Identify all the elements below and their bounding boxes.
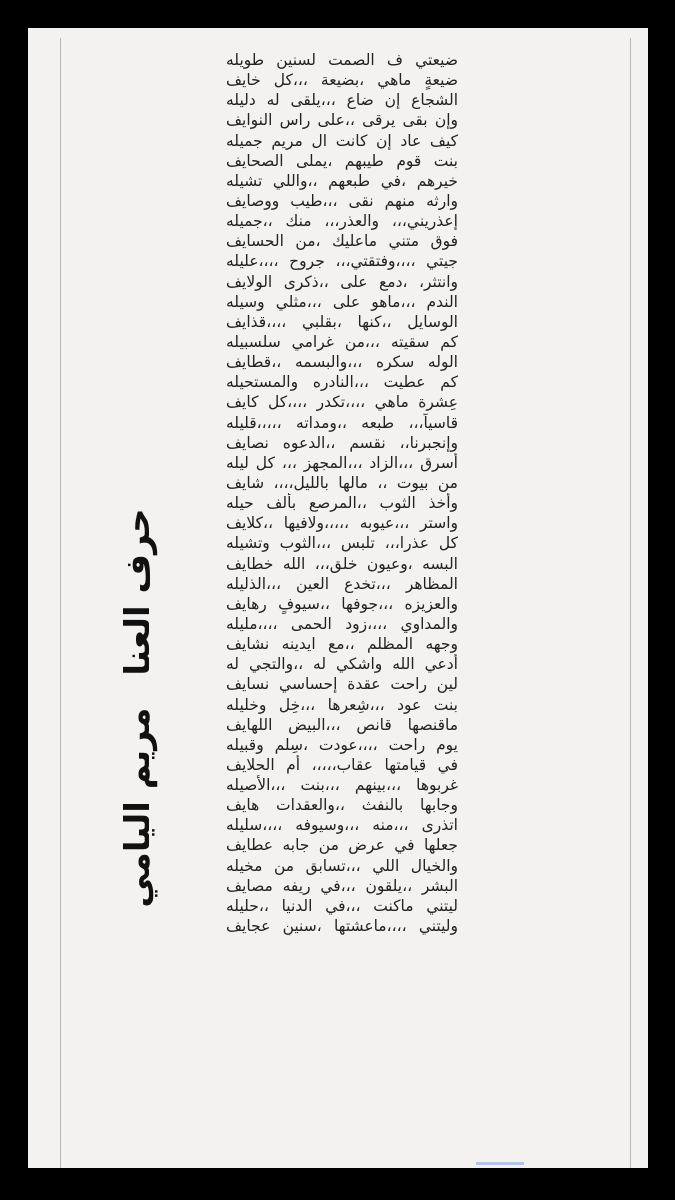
- poem-line: كل عذرا،،، تلبس ،،،الثوب وتشيله: [226, 534, 458, 553]
- bottom-color-strip: [476, 1162, 524, 1165]
- poem-line: ليتني ماكنت ،،،في الدنيا ،،حليله: [226, 896, 458, 915]
- poem-line: خيرهم ،في طبعهم ،،واللي تشيله: [226, 171, 458, 190]
- poem-line: أسرق ،،،الزاد ،،،المجهز ،،، كل ليله: [226, 453, 458, 472]
- poem-line: من بيوت ،، مالها بالليل،،،، شايف: [226, 473, 458, 492]
- poem-line: والعزيزه ،،،جوفها ،،سيوفٍ رهايف: [226, 594, 458, 613]
- poem-line: يوم راحت ،،،،عودت ،سِلم وقبيله: [226, 735, 458, 754]
- poem-line: وارثه منهم نقى ،،،طيب ووصايف: [226, 191, 458, 210]
- newspaper-page: [28, 28, 648, 1168]
- poem-line: المظاهر ،،،تخدع العين ،،،الذليله: [226, 574, 458, 593]
- poem-line: وأخذ الثوب ،،المرصع بألف حيله: [226, 494, 458, 513]
- poem-line: اتذرى ،،،منه ،،،وسيوفه ،،،،سليله: [226, 816, 458, 835]
- poem-line: وجابها بالنفث ،،والعقدات هايف: [226, 796, 458, 815]
- poem-line: جعلها في عرض من جابه عطايف: [226, 836, 458, 855]
- poem-line: ماقنصها قانص ،،،البيض اللهايف: [226, 715, 458, 734]
- poem-line: وانتثر، ،دمع على ،،ذكرى الولايف: [226, 272, 458, 291]
- poem-line: في قيامتها عقاب،،،،، أم الحلايف: [226, 755, 458, 774]
- title-part-1: حرف العنا: [118, 508, 158, 676]
- poem-line: الشجاع إن ضاع ،،،يلقى له دليله: [226, 91, 458, 110]
- poem-line: جيتي ،،،،وفتقتي،،، جروح ،،،،عليله: [226, 252, 458, 271]
- poem-line: قاسياً،،، طبعه ،،ومداته ،،،،،قليله: [226, 413, 458, 432]
- poem-line: والمداوي ،،،،زود الحمى ،،،،مليله: [226, 614, 458, 633]
- poem-line: عِشرة ماهي ،،،،تكدر ،،،،كل كايف: [226, 393, 458, 412]
- poem-line: كيف عاد إن كانت ال مريم جميله: [226, 131, 458, 150]
- poem-line: وإنجبرنا،، نقسم ،،الدعوه نصايف: [226, 433, 458, 452]
- poem-line: الوله سكره ،،،والبسمه ،،قطايف: [226, 353, 458, 372]
- poem-line: كم سقيته ،،،من غرامي سلسبيله: [226, 332, 458, 351]
- poem-line: كم عطيت ،،،النادره والمستحيله: [226, 373, 458, 392]
- poem-line: البسه ،وعيون خلق،،، الله خطايف: [226, 554, 458, 573]
- poem-line: غربوها ،،،بينهم ،،،بنت ،،،الأصيله: [226, 776, 458, 795]
- poem-line: الوسايل ،،كنها ،بقلبي ،،،،قذايف: [226, 312, 458, 331]
- poem-column: [226, 50, 458, 936]
- poem-line: وجهه المظلم ،،مع ايدينه نشايف: [226, 635, 458, 654]
- left-column-rule: [60, 38, 61, 1168]
- poem-line: بنت قوم طيبهم ،يملى الصحايف: [226, 151, 458, 170]
- poem-line: الندم ،،،ماهو على ،،،مثلي وسيله: [226, 292, 458, 311]
- vertical-title: [118, 508, 158, 907]
- poem-line: ضيعتي ف الصمت لسنين طويله: [226, 51, 458, 69]
- poem-line: أدعي الله واشكي له ،،والتجي له: [226, 655, 458, 674]
- poem-line: واستر ،،،عيوبه ،،،،،ولافيها ،،كلايف: [226, 514, 458, 533]
- poem-line: إعذريني،،، والعذر،،، منك ،،جميله: [226, 212, 458, 231]
- poem-line: والخيال اللي ،،،تسابق من مخيله: [226, 856, 458, 875]
- poem-line: لين راحت عقدة إحساسي نسايف: [226, 675, 458, 694]
- right-column-rule: [630, 38, 631, 1168]
- poem-line: ضيعةٍ ماهي ،بضيعة ،،،كل خايف: [226, 71, 458, 90]
- poem-line: البشر ،،يلقون ،،،في ريفه مصايف: [226, 876, 458, 895]
- poem-line: وليتني ،،،،ماعشتها ،سنينٍ عجايف: [226, 917, 458, 936]
- poem-line: فوق متني ماعليك ،من الحسايف: [226, 232, 458, 251]
- poem-line: بنت عود ،،،شِعرها ،،،خِل وخليله: [226, 695, 458, 714]
- title-author: مريم اليامي: [118, 707, 158, 908]
- poem-line: وإن بقى يرقى ،،على راس النوايف: [226, 111, 458, 130]
